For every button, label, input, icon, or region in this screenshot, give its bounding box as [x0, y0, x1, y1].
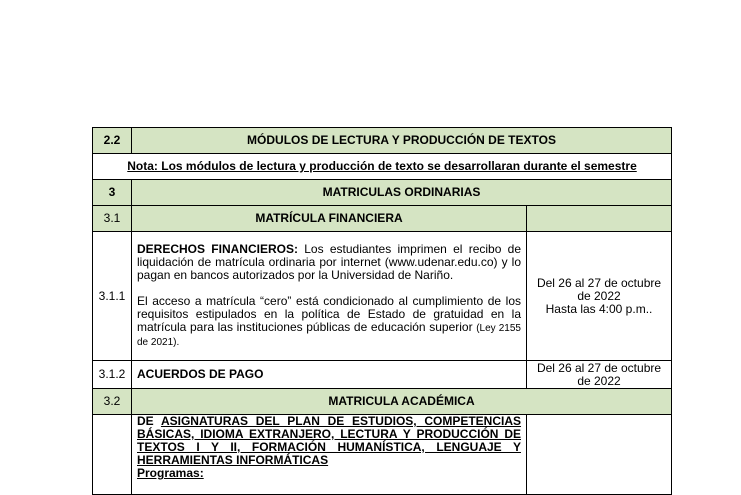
row-number: 3.2: [93, 389, 132, 415]
row-number: 3.1.2: [93, 361, 132, 389]
empty-cell: [527, 206, 672, 232]
section-title: MATRICULA ACADÉMICA: [132, 389, 672, 415]
item-paragraph-1: Los estudiantes imprimen el recibo de liquidación de matrícula ordinaria por internet (www.udenar.edu.co) y lo pagan en bancos autorizados por la Universidad de Nariño.: [137, 242, 521, 282]
section-title: MATRICULAS ORDINARIAS: [132, 180, 672, 206]
description-cell: [132, 232, 527, 361]
table-row: [93, 154, 672, 180]
row-number: [93, 415, 132, 495]
date-line: de 2022: [577, 288, 621, 303]
section-title: MATRÍCULA FINANCIERA: [132, 206, 527, 232]
table-row: [93, 361, 672, 389]
programs-label: Programas:: [137, 466, 204, 480]
table-row: [93, 206, 672, 232]
item-lead: DERECHOS FINANCIEROS:: [137, 242, 298, 256]
table-row: [93, 389, 672, 415]
row-number: 3: [93, 180, 132, 206]
item-title: ACUERDOS DE PAGO: [132, 361, 527, 389]
law-reference: (Ley 2155 de 2021).: [137, 323, 521, 348]
row-number: 3.1: [93, 206, 132, 232]
date-line: Del 26 al 27 de octubre: [536, 360, 662, 375]
item-paragraph-2: El acceso a matrícula “cero” está condicionado al cumplimiento de los requisitos estipulados en la política de Estado de gratuidad en la matrícula para las instituciones públicas de educación superior: [137, 294, 521, 334]
item-text: ASIGNATURAS DEL PLAN DE ESTUDIOS, COMPETENCIAS BÁSICAS, IDIOMA EXTRANJERO, LECTURA Y PRODUCCIÓN DE TEXTOS I Y II, FORMACIÓN HUMANÍSTICA, LENGUAJE Y HERRAMIENTAS INFORMÁTICAS: [137, 414, 522, 467]
row-number: 3.1.1: [93, 232, 132, 361]
note-text: Nota: Los módulos de lectura y producción de texto se desarrollaran durante el semestre: [127, 159, 637, 173]
table-row: [93, 180, 672, 206]
calendar-table: [92, 127, 672, 495]
description-cell: [132, 415, 527, 495]
date-cell: [527, 415, 672, 495]
section-title: MÓDULOS DE LECTURA Y PRODUCCIÓN DE TEXTOS: [132, 128, 672, 154]
date-cell: [527, 232, 672, 361]
table-row: [93, 232, 672, 361]
row-number: 2.2: [93, 128, 132, 154]
date-line: de 2022: [577, 373, 621, 388]
table-row: [93, 415, 672, 495]
date-line: Del 26 al 27 de octubre: [536, 275, 662, 290]
table-row: [93, 128, 672, 154]
date-cell: [527, 361, 672, 389]
note-cell: [93, 154, 672, 180]
item-prefix: DE: [137, 414, 161, 428]
time-line: Hasta las 4:00 p.m..: [545, 301, 653, 316]
